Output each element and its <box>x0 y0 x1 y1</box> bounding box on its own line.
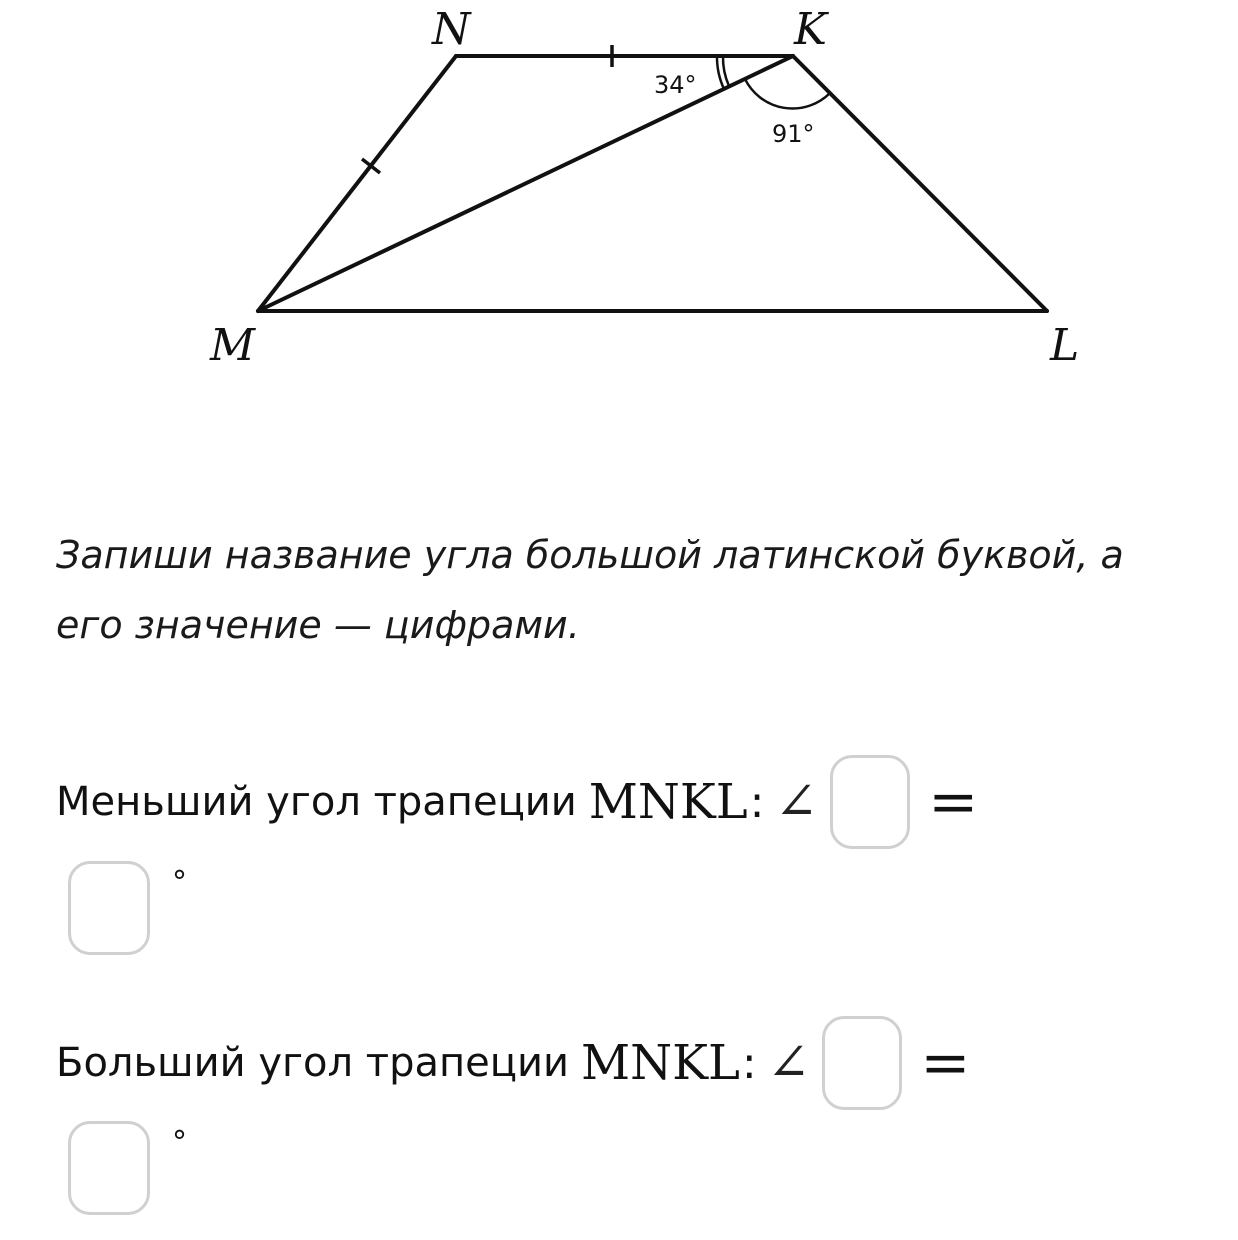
angle-label-mkl: 91° <box>772 120 815 148</box>
figure-name: MNKL <box>588 774 748 830</box>
question-label: Больший угол трапеции <box>56 1040 569 1086</box>
side-mn <box>258 56 456 311</box>
vertex-label-m: M <box>210 320 256 371</box>
instruction-line-1: Запиши название угла большой латинской буквой, а <box>56 533 1124 577</box>
degree-sign: ° <box>172 1125 187 1160</box>
question-label: Меньший угол трапеции <box>56 779 577 825</box>
angle-icon: ∠ <box>766 1033 811 1093</box>
angle-icon: ∠ <box>774 772 819 832</box>
question-smaller-angle-value-row <box>68 861 187 957</box>
angle-value-input[interactable] <box>68 1121 150 1215</box>
diagonal-mk <box>258 56 793 311</box>
angle-arc-nkm-inner <box>723 56 729 86</box>
instruction-text <box>56 520 1196 660</box>
angle-name-input[interactable] <box>830 755 910 849</box>
instruction-line-2: его значение — цифрами. <box>56 603 580 647</box>
question-larger-angle-value-row <box>68 1121 187 1217</box>
angle-label-nkm: 34° <box>654 71 697 99</box>
vertex-label-k: K <box>794 4 827 55</box>
question-smaller-angle <box>56 752 978 852</box>
question-larger-angle <box>56 1013 971 1113</box>
vertex-label-n: N <box>432 4 471 55</box>
angle-name-input[interactable] <box>822 1016 902 1110</box>
side-kl <box>793 56 1047 311</box>
colon: : <box>749 776 765 828</box>
trapezoid-diagram <box>0 0 1238 420</box>
equals-sign: = <box>920 1028 971 1098</box>
degree-sign: ° <box>172 865 187 900</box>
colon: : <box>741 1037 757 1089</box>
angle-arc-mkl <box>745 79 830 109</box>
vertex-label-l: L <box>1050 320 1080 371</box>
equals-sign: = <box>928 767 979 837</box>
figure-name: MNKL <box>581 1035 740 1091</box>
angle-value-input[interactable] <box>68 861 150 955</box>
